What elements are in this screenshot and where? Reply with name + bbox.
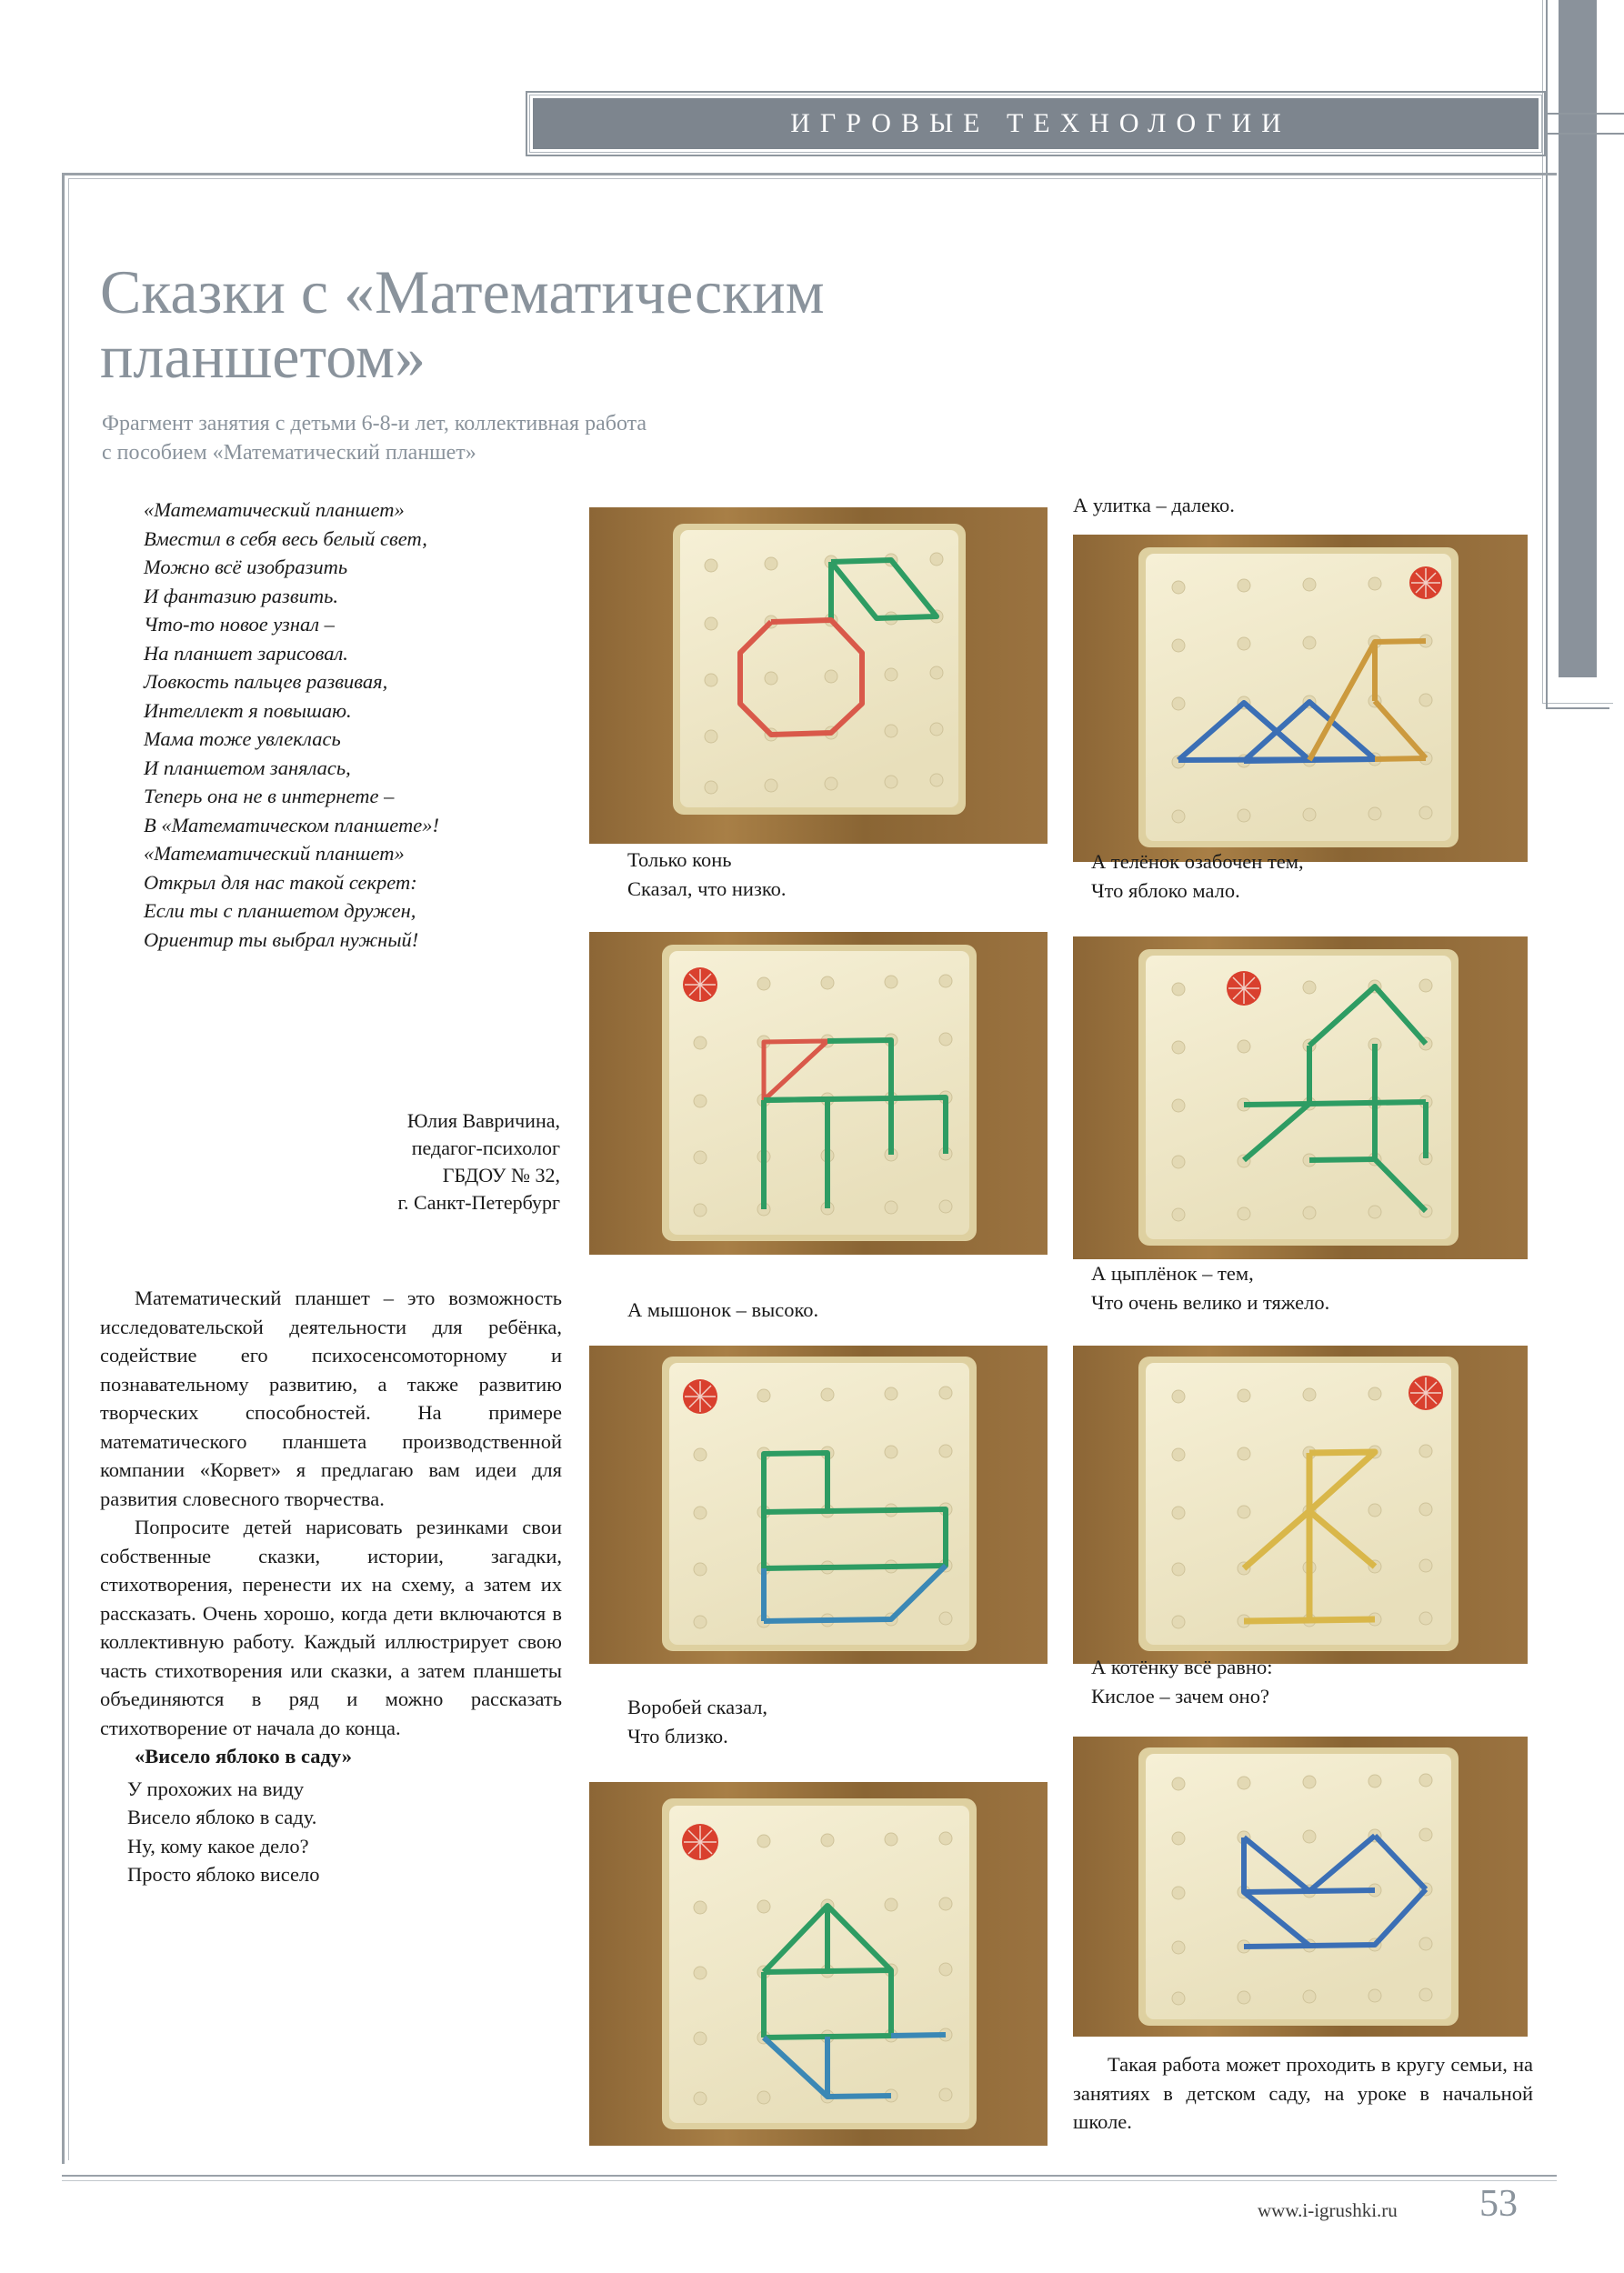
banner-tail-rule: [1546, 113, 1624, 135]
poem-line-15: Ориентир ты выбрал нужный!: [144, 927, 419, 951]
poem-line-3: И фантазию развить.: [144, 584, 338, 607]
author-line-1: педагог-психолог: [411, 1136, 560, 1159]
figure-calf: [1073, 936, 1528, 1259]
poem-line-2: Можно всё изобразить: [144, 556, 348, 578]
body-paragraph-2: Попросите детей нарисовать резинками свои собственные сказки, истории, загадки, стихотворения, перенести их на схему, а затем их рассказать. Очень хорошо, когда дети включаются в коллективную работу. Каждый иллюстрирует свою часть стихотворения или сказки, а затем планшеты объединяются в ряд и можно рассказать стихотворение от начала до конца.: [100, 1516, 562, 1739]
page-number: 53: [1479, 2183, 1518, 2225]
body-paragraph-1: Математический планшет – это возможность исследовательской деятельности для ребёнка, содействие его психосенсомоторному и познавательному развитию, а также развитию творческих способностей. На примере математического планшета производственной компании «Корвет» я предлагаю вам идеи для развития словесного творчества.: [100, 1287, 562, 1510]
caption-chick: [1091, 1259, 1582, 1317]
verse-line-1: Висело яблоко в саду.: [127, 1806, 317, 1828]
figure-chick-caption: [1091, 1259, 1582, 1317]
caption-sparrow: [627, 1693, 1082, 1750]
poem-line-9: И планшетом занялась,: [144, 756, 351, 779]
verse-title: «Висело яблоко в саду»: [135, 1745, 352, 1767]
caption-line-0: А мышонок – высоко.: [627, 1298, 819, 1321]
caption-kitten: [1091, 1653, 1564, 1710]
poem-line-10: Теперь она не в интернете –: [144, 785, 395, 807]
author-attribution: [164, 1107, 560, 1217]
photo-calf: [1073, 936, 1528, 1259]
figure-kitten: [1073, 1737, 1528, 2037]
caption-line-0: А телёнок озабочен тем,: [1091, 850, 1304, 873]
photo-apple: [589, 507, 1048, 844]
verse-line-0: У прохожих на виду: [127, 1777, 305, 1800]
poem-line-14: Если ты с планшетом дружен,: [144, 899, 416, 922]
page-title-line-2: планшетом»: [100, 321, 426, 391]
poem-line-11: В «Математическом планшете»!: [144, 813, 439, 836]
verse-line-2: Ну, кому какое дело?: [127, 1834, 309, 1857]
geoboard-apple-illustration: [589, 507, 1048, 844]
footer-website[interactable]: www.i-igrushki.ru: [1258, 2199, 1398, 2221]
geoboard-horse-illustration: [589, 932, 1048, 1255]
poem-line-6: Ловкость пальцев развивая,: [144, 670, 388, 693]
page-subtitle-line-1: Фрагмент занятия с детьми 6-8-и лет, коллективная работа: [102, 412, 647, 436]
figure-chick: [1073, 1346, 1528, 1664]
figure-snail-photo-wrap: [1073, 535, 1528, 862]
page-title-line-1: Сказки с «Математическим: [100, 256, 825, 326]
footer-rule-top: [62, 2175, 1557, 2177]
photo-horse: [589, 932, 1048, 1255]
page-subtitle-line-2: с пособием «Математический планшет»: [102, 441, 476, 466]
content-frame-top-stub: [62, 173, 1335, 175]
caption-mouse: [627, 1296, 1082, 1325]
geoboard-snail-illustration: [1073, 535, 1528, 862]
figure-kitten-caption: [1091, 1653, 1564, 1710]
photo-kitten: [1073, 1737, 1528, 2037]
geoboard-chick-illustration: [1073, 1346, 1528, 1664]
photo-mouse: [589, 1346, 1048, 1664]
figure-snail: [1073, 491, 1528, 520]
caption-line-0: Воробей сказал,: [627, 1696, 768, 1718]
caption-line-0: А улитка – далеко.: [1073, 494, 1235, 516]
caption-line-1: Что яблоко мало.: [1091, 878, 1240, 902]
geoboard-kitten-illustration: [1073, 1737, 1528, 2037]
figure-calf-caption: [1091, 847, 1564, 905]
closing-paragraph: Такая работа может проходить в кругу семьи, на занятиях в детском саду, на уроке в начальной школе.: [1073, 2053, 1533, 2133]
figure-sparrow-caption: [627, 1693, 1082, 1750]
page-title: [100, 256, 1155, 391]
figure-mouse-caption: [627, 1296, 1082, 1325]
caption-calf: [1091, 847, 1564, 905]
caption-line-0: Только конь: [627, 848, 732, 871]
geoboard-sparrow-illustration: [589, 1782, 1048, 2146]
poem-line-7: Интеллект я повышаю.: [144, 698, 352, 722]
caption-line-1: Кислое – зачем оно?: [1091, 1684, 1269, 1707]
author-line-3: г. Санкт-Петербург: [397, 1191, 560, 1214]
photo-chick: [1073, 1346, 1528, 1664]
verse-lines: [127, 1775, 562, 1889]
poem-line-1: Вместил в себя весь белый свет,: [144, 526, 427, 550]
page-subtitle: [102, 409, 920, 468]
banner-fill: [533, 98, 1539, 149]
figure-horse: [589, 932, 1048, 1255]
closing-paragraph-wrap: [1073, 2050, 1533, 2137]
caption-horse: [627, 846, 1082, 903]
photo-snail: [1073, 535, 1528, 862]
caption-line-1: Что очень велико и тяжело.: [1091, 1290, 1330, 1314]
figure-mouse: [589, 1346, 1048, 1664]
poem-block: [144, 496, 535, 954]
author-line-2: ГБДОУ № 32,: [442, 1164, 560, 1187]
caption-line-0: А котёнку всё равно:: [1091, 1656, 1273, 1678]
footer-rule-bottom: [62, 2180, 1557, 2181]
author-line-0: Юлия Вавричина,: [406, 1109, 560, 1132]
caption-snail: [1073, 491, 1528, 520]
geoboard-mouse-illustration: [589, 1346, 1048, 1664]
poem-line-4: Что-то новое узнал –: [144, 613, 335, 636]
poem-line-12: «Математический планшет»: [144, 842, 405, 865]
banner-title: ИГРОВЫЕ ТЕХНОЛОГИИ: [790, 108, 1291, 138]
poem-line-8: Мама тоже увлеклась: [144, 727, 341, 750]
figure-apple: [589, 507, 1048, 844]
caption-line-1: Сказал, что низко.: [627, 876, 787, 900]
caption-line-0: А цыплёнок – тем,: [1091, 1262, 1254, 1285]
right-edge-gray-bar: [1559, 0, 1597, 677]
figure-horse-caption: [627, 846, 1082, 903]
article-body: [100, 1284, 562, 1889]
photo-sparrow: [589, 1782, 1048, 2146]
poem-line-0: «Математический планшет»: [144, 498, 405, 521]
poem-line-13: Открыл для нас такой секрет:: [144, 870, 417, 894]
verse-line-3: Просто яблоко висело: [127, 1863, 320, 1886]
geoboard-calf-illustration: [1073, 936, 1528, 1259]
caption-line-1: Что близко.: [627, 1724, 728, 1747]
figure-sparrow: [589, 1782, 1048, 2146]
section-banner: [526, 91, 1546, 156]
poem-line-5: На планшет зарисовал.: [144, 641, 348, 665]
